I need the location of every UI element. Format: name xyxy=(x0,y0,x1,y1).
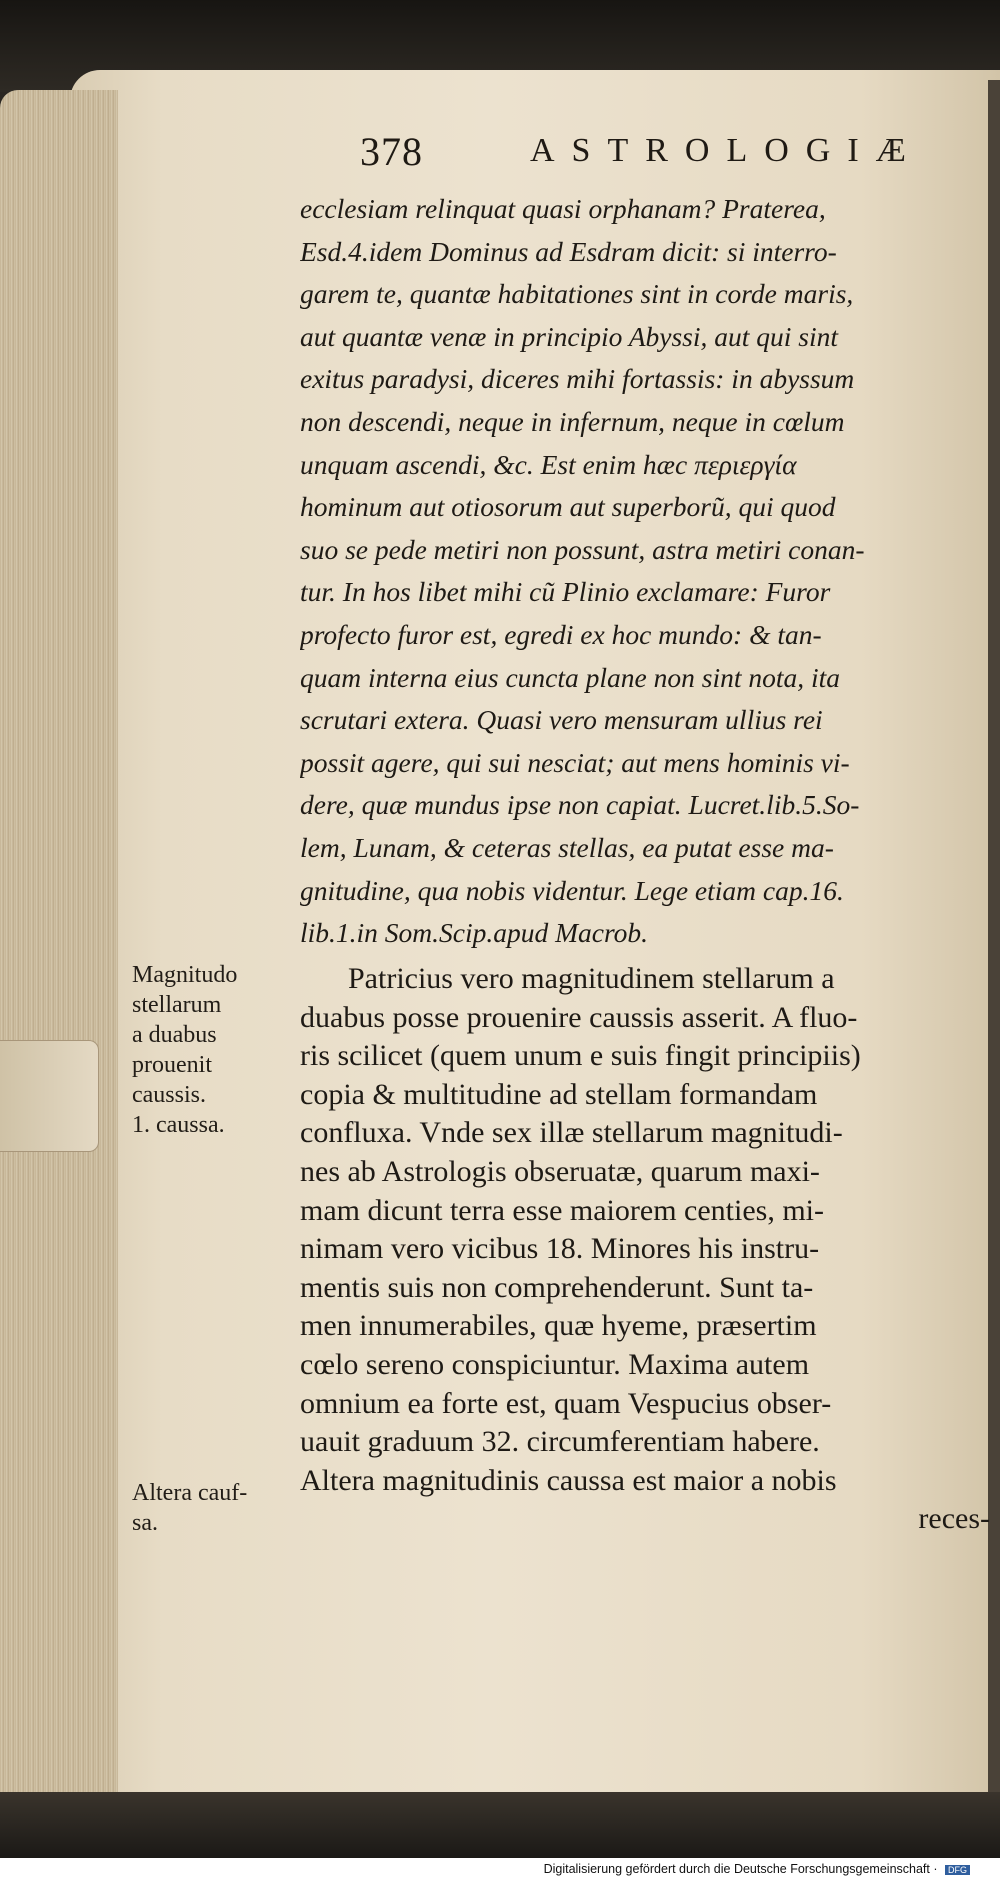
footer-credit xyxy=(544,1862,970,1876)
page-header xyxy=(360,128,923,178)
funding-credit: Digitalisierung gefördert durch die Deutsche Forschungsgemeinschaft · xyxy=(543,1862,938,1876)
text-line: gnitudine, qua nobis videntur. Lege etiam cap.16. xyxy=(300,874,844,906)
margin-note-magnitudo xyxy=(132,960,312,1140)
text-line: unquam ascendi, &c. Est enim hæc περιεργία xyxy=(300,448,797,480)
text-line: aut quantæ venæ in principio Abyssi, aut qui sint xyxy=(300,320,839,352)
text-line: profecto furor est, egredi ex hoc mundo: & tan- xyxy=(300,618,822,650)
text-line: ris scilicet (quem unum e suis fingit principiis) xyxy=(300,1039,861,1073)
dfg-logo: DFG xyxy=(945,1865,970,1875)
text-line: dere, quæ mundus ipse non capiat. Lucret.lib.5.So- xyxy=(300,789,860,821)
text-line: cœlo sereno conspiciuntur. Maxima autem xyxy=(300,1347,810,1381)
text-line: quam interna eius cuncta plane non sint nota, ita xyxy=(300,661,841,693)
margin-note-line: stellarum xyxy=(132,992,222,1018)
margin-note-line: caussis. xyxy=(132,1082,206,1108)
margin-note-line: 1. caussa. xyxy=(132,1112,225,1138)
running-title: ASTROLOGIÆ xyxy=(530,132,923,169)
text-line: exitus paradysi, diceres mihi fortassis: in abyssum xyxy=(300,363,855,395)
text-line: reces- xyxy=(918,1502,990,1536)
text-line: scrutari extera. Quasi vero mensuram ullius rei xyxy=(300,704,823,736)
text-line: suo se pede metiri non possunt, astra metiri conan- xyxy=(300,533,865,565)
text-line: Esd.4.idem Dominus ad Esdram dicit: si interro- xyxy=(300,235,837,267)
margin-note-altera xyxy=(132,1478,312,1538)
italic-quotation-block xyxy=(300,188,990,955)
text-line: men innumerabiles, quæ hyeme, præsertim xyxy=(300,1309,817,1343)
page-tab xyxy=(0,1040,99,1152)
bottom-background xyxy=(0,1792,1000,1858)
page-stack-edge xyxy=(0,90,118,1800)
margin-note-line: Magnitudo xyxy=(132,962,238,988)
text-line: uauit graduum 32. circumferentiam habere. xyxy=(300,1425,820,1459)
page-number: 378 xyxy=(360,129,423,174)
roman-paragraph-block xyxy=(300,960,990,1539)
text-line: copia & multitudine ad stellam formandam xyxy=(300,1077,818,1111)
text-line: mentis suis non comprehenderunt. Sunt ta- xyxy=(300,1270,814,1304)
text-line: tur. In hos libet mihi cũ Plinio exclamare: Furor xyxy=(300,576,831,608)
text-line: Altera magnitudinis caussa est maior a nobis xyxy=(300,1463,837,1497)
text-line: confluxa. Vnde sex illæ stellarum magnitudi- xyxy=(300,1116,843,1150)
text-line: lib.1.in Som.Scip.apud Macrob. xyxy=(300,917,649,949)
text-line: ecclesiam relinquat quasi orphanam? Praterea, xyxy=(300,193,826,224)
text-line: nimam vero vicibus 18. Minores his instru- xyxy=(300,1232,820,1266)
text-line: duabus posse prouenire caussis asserit. A fluo- xyxy=(300,1000,858,1034)
text-line: garem te, quantæ habitationes sint in corde maris, xyxy=(300,278,854,310)
text-line: Patricius vero magnitudinem stellarum a xyxy=(348,962,835,995)
text-line: mam dicunt terra esse maiorem centies, mi- xyxy=(300,1193,824,1227)
text-line: non descendi, neque in infernum, neque in cœlum xyxy=(300,405,845,437)
margin-note-line: Altera cauf- xyxy=(132,1480,248,1506)
text-line: possit agere, qui sui nesciat; aut mens hominis vi- xyxy=(300,746,850,778)
text-line: lem, Lunam, & ceteras stellas, ea putat esse ma- xyxy=(300,831,834,863)
footer-bar xyxy=(0,1858,1000,1882)
margin-note-line: sa. xyxy=(132,1510,158,1536)
margin-note-line: prouenit xyxy=(132,1052,212,1078)
text-line: hominum aut otiosorum aut superborũ, qui quod xyxy=(300,491,836,523)
margin-note-line: a duabus xyxy=(132,1022,217,1048)
text-line: omnium ea forte est, quam Vespucius obser- xyxy=(300,1386,832,1420)
text-line: nes ab Astrologis obseruatæ, quarum maxi- xyxy=(300,1154,820,1188)
